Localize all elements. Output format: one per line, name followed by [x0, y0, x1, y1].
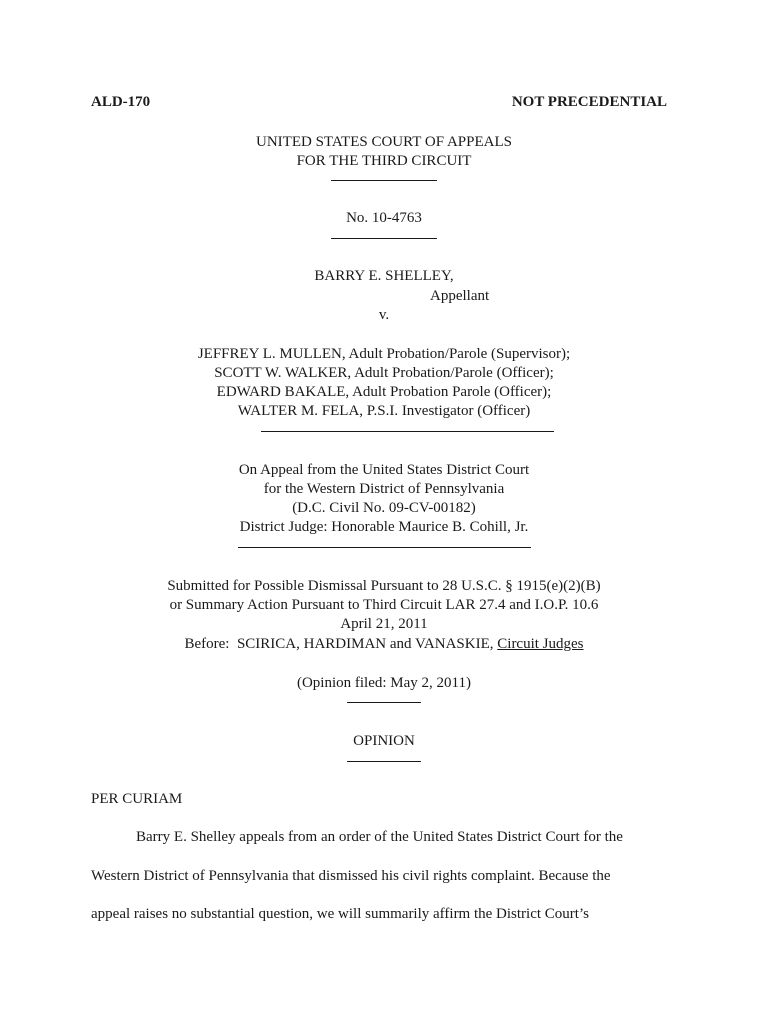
body-line-2: Western District of Pennsylvania that dismissed his civil rights complaint. Because the — [91, 868, 611, 884]
appellee-1: JEFFREY L. MULLEN, Adult Probation/Parole (Supervisor); — [197, 346, 571, 362]
submission-date: April 21, 2011 — [340, 616, 428, 632]
appellant-name: BARRY E. SHELLEY, — [314, 268, 454, 284]
court-name-line1: UNITED STATES COURT OF APPEALS — [256, 134, 512, 150]
appellee-2: SCOTT W. WALKER, Adult Probation/Parole (Officer); — [214, 365, 554, 381]
body-line-1: Barry E. Shelley appeals from an order of the United States District Court for the — [136, 829, 623, 845]
precedential-status: NOT PRECEDENTIAL — [511, 94, 667, 110]
docket-code: ALD-170 — [91, 94, 151, 110]
appeal-from-line1: On Appeal from the United States District Court — [238, 462, 530, 478]
divider — [0, 692, 768, 712]
submission-line2: or Summary Action Pursuant to Third Circuit LAR 27.4 and I.O.P. 10.6 — [169, 597, 599, 613]
panel-judges-names: Before: SCIRICA, HARDIMAN and VANASKIE, — [184, 636, 498, 652]
divider — [0, 751, 768, 771]
divider — [0, 421, 768, 441]
versus: v. — [378, 307, 390, 323]
appeal-from-line3: (D.C. Civil No. 09-CV-00182) — [292, 500, 476, 516]
district-judge: District Judge: Honorable Maurice B. Cohill, Jr. — [239, 519, 529, 535]
divider — [0, 228, 768, 248]
divider — [0, 170, 768, 190]
panel-judges-title: Circuit Judges — [497, 636, 584, 652]
panel-judges — [0, 635, 768, 655]
opinion-heading: OPINION — [353, 733, 415, 749]
appeal-from-line2: for the Western District of Pennsylvania — [263, 481, 505, 497]
per-curiam: PER CURIAM — [91, 791, 183, 807]
court-name-line2: FOR THE THIRD CIRCUIT — [296, 153, 472, 169]
appellant-role: Appellant — [430, 288, 490, 304]
case-number: No. 10-4763 — [346, 210, 422, 226]
appellee-3: EDWARD BAKALE, Adult Probation Parole (Officer); — [216, 384, 552, 400]
opinion-filed: (Opinion filed: May 2, 2011) — [296, 675, 471, 691]
body-line-3: appeal raises no substantial question, we will summarily affirm the District Court’s — [91, 906, 589, 922]
document-header — [91, 93, 667, 113]
appellee-4: WALTER M. FELA, P.S.I. Investigator (Officer) — [237, 403, 531, 419]
submission-line1: Submitted for Possible Dismissal Pursuant to 28 U.S.C. § 1915(e)(2)(B) — [167, 578, 601, 594]
divider — [0, 537, 768, 557]
